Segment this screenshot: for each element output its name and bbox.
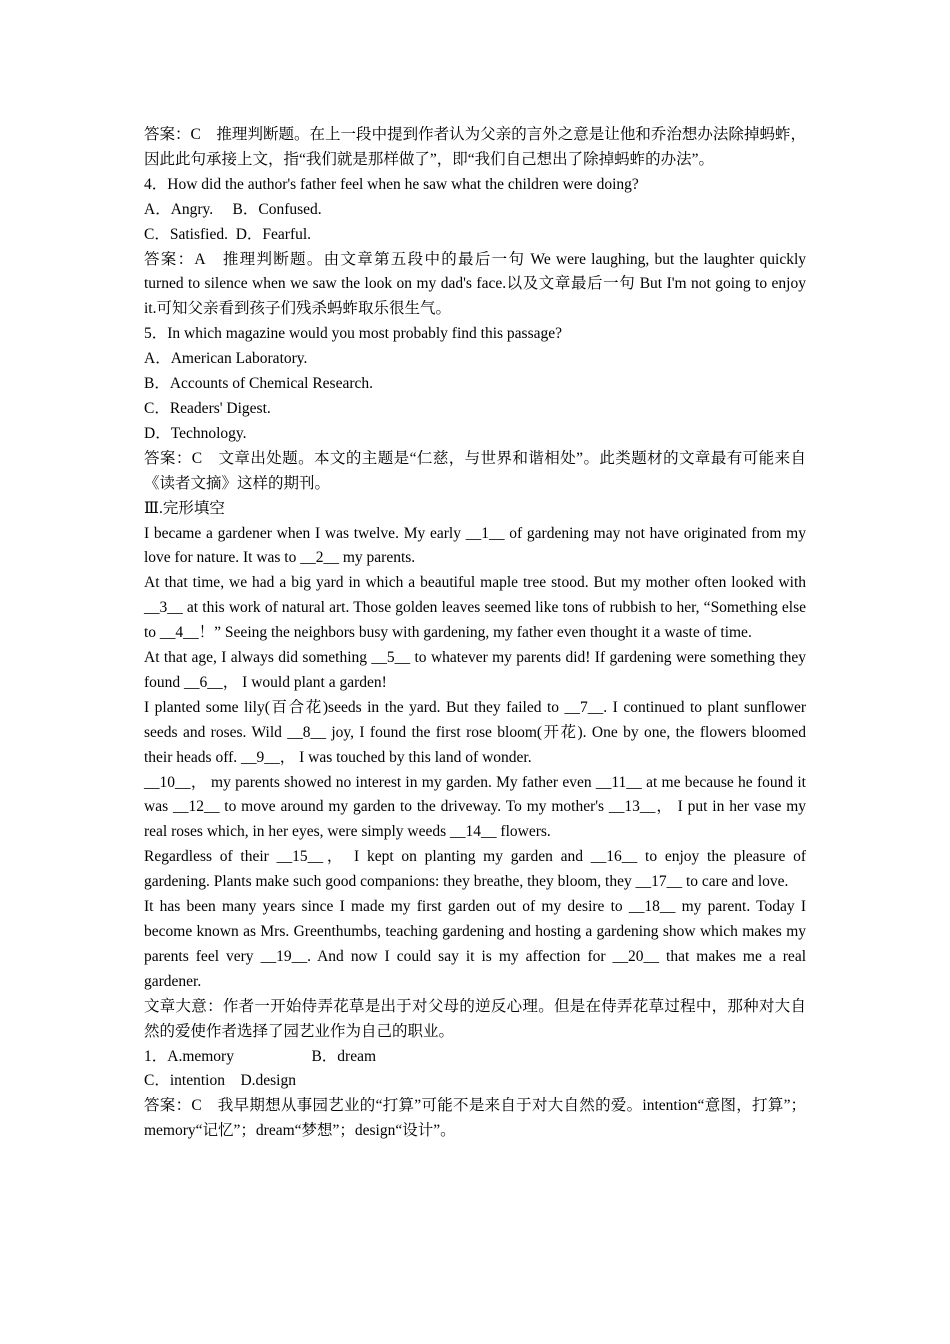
cloze-paragraph-3: At that age, I always did something __5__ to whatever my parents did! If gardening were something they found __6__， I would plant a garden! [144, 649, 806, 691]
question-4-options-ab: A．Angry. B．Confused. [144, 200, 322, 218]
document-page [144, 123, 806, 1144]
section-heading-cloze: Ⅲ.完形填空 [144, 499, 225, 517]
answer-5-explanation: 答案：C 文章出处题。本文的主题是“仁慈，与世界和谐相处”。此类题材的文章最有可能来自《读者文摘》这样的期刊。 [144, 449, 806, 492]
cloze-1-options-cd: C．intention D.design [144, 1072, 296, 1090]
question-4: 4．How did the author's father feel when he saw what the children were doing? [144, 175, 639, 193]
question-4-options-cd: C．Satisfied. D．Fearful. [144, 225, 312, 243]
question-5-option-a: A．American Laboratory. [144, 350, 308, 368]
cloze-1-options-ab: 1．A.memory B．dream [144, 1047, 377, 1065]
question-5-option-b: B．Accounts of Chemical Research. [144, 375, 373, 393]
cloze-paragraph-4: I planted some lily(百合花)seeds in the yard. But they failed to __7__. I continued to plant sunflower seeds and roses. Wild __8__ joy, I found the first rose bloom(开花). One by one, the flowers bloomed their heads off. __9__， I was touched by this land of wonder. [144, 698, 806, 766]
question-5-option-c: C．Readers' Digest. [144, 399, 271, 417]
cloze-1-answer-explanation: 答案：C 我早期想从事园艺业的“打算”可能不是来自于对大自然的爱。intention“意图，打算”；memory“记忆”；dream“梦想”；design“设计”。 [144, 1097, 806, 1140]
cloze-paragraph-5: __10__， my parents showed no interest in my garden. My father even __11__ at me because he found it was __12__ to move around my garden to the driveway. To my mother's __13__， I put in her vase my real roses which, in her eyes, were simply weeds __14__ flowers. [144, 773, 806, 841]
question-5-option-d: D．Technology. [144, 424, 247, 442]
cloze-paragraph-6: Regardless of their __15__， I kept on planting my garden and __16__ to enjoy the pleasure of gardening. Plants make such good companions: they breathe, they bloom, they __17__ to care and love. [144, 848, 806, 891]
cloze-paragraph-2: At that time, we had a big yard in which a beautiful maple tree stood. But my mother often looked with __3__ at this work of natural art. Those golden leaves seemed like tons of rubbish to her, “Something else to __4__！” Seeing the neighbors busy with gardening, my father even thought it a waste of time. [144, 574, 806, 642]
cloze-paragraph-1: I became a gardener when I was twelve. My early __1__ of gardening may not have originated from my love for nature. It was to __2__ my parents. [144, 524, 806, 567]
question-5: 5．In which magazine would you most probably find this passage? [144, 325, 562, 343]
answer-3-explanation: 答案：C 推理判断题。在上一段中提到作者认为父亲的言外之意是让他和乔治想办法除掉蚂蚱，因此此句承接上文，指“我们就是那样做了”，即“我们自己想出了除掉蚂蚱的办法”。 [144, 126, 806, 168]
cloze-paragraph-7: It has been many years since I made my first garden out of my desire to __18__ my parent. Today I become known as Mrs. Greenthumbs, teaching gardening and hosting a gardening show which makes my parents feel very __19__. And now I could say it is my affection for __20__ that makes me a real gardener. [144, 898, 806, 990]
answer-4-explanation: 答案：A 推理判断题。由文章第五段中的最后一句 We were laughing, but the laughter quickly turned to silence when we saw the look on my dad's face.以及文章最后一句 But I'm not going to enjoy it.可知父亲看到孩子们残杀蚂蚱取乐很生气。 [144, 250, 806, 318]
passage-summary: 文章大意：作者一开始侍弄花草是出于对父母的逆反心理。但是在侍弄花草过程中，那种对大自然的爱使作者选择了园艺业作为自己的职业。 [144, 997, 806, 1040]
